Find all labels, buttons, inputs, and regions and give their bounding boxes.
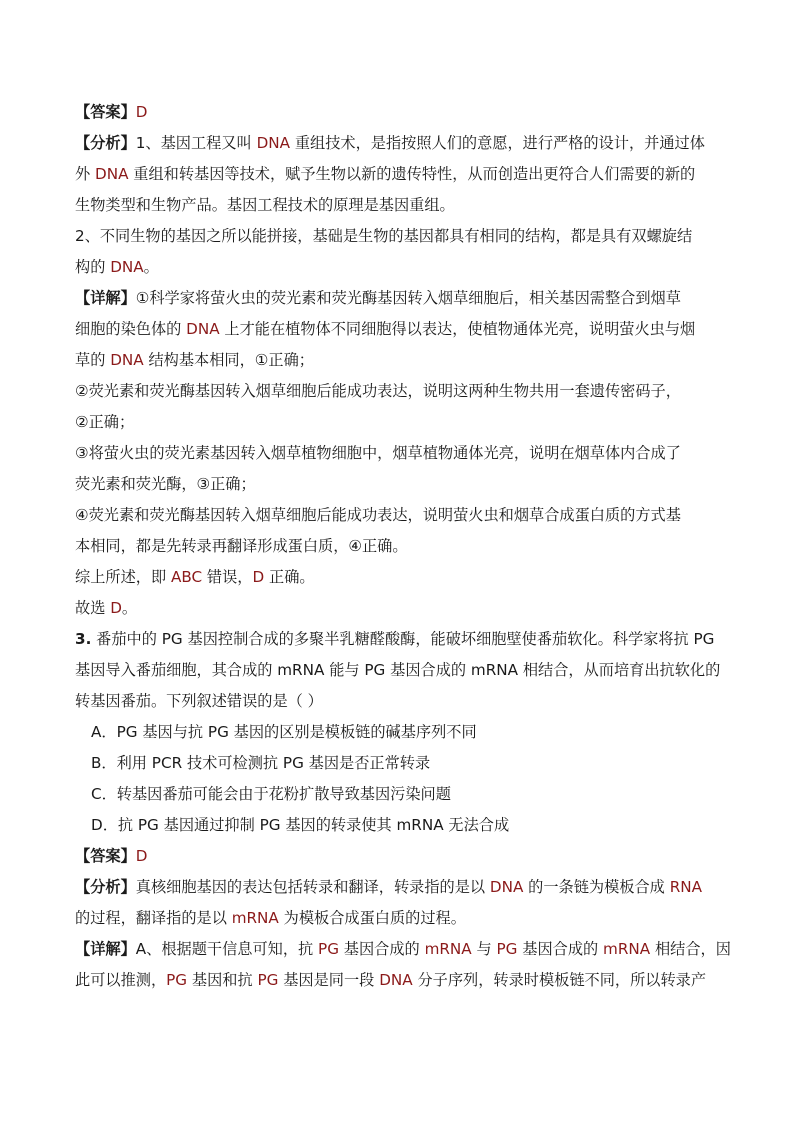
text-line	[75, 283, 734, 314]
highlight-term: RNA	[669, 878, 702, 896]
text-line	[75, 438, 734, 469]
section-tag: 【详解】	[75, 289, 136, 307]
section-tag: 【分析】	[75, 878, 136, 896]
highlight-term: DNA	[95, 165, 129, 183]
text-line	[75, 128, 734, 159]
text-line	[75, 97, 734, 128]
text-span: ②正确；	[75, 413, 135, 431]
text-span: 本相同，都是先转录再翻译形成蛋白质，④正确。	[75, 537, 408, 555]
text-line	[75, 562, 734, 593]
text-span: 此可以推测，	[75, 971, 167, 989]
text-line	[75, 841, 734, 872]
text-span: 3.	[75, 630, 92, 648]
text-span: 基因是同一段	[278, 971, 380, 989]
text-span: 为模板合成蛋白质的过程。	[278, 909, 466, 927]
text-span: 生物类型和生物产品。基因工程技术的原理是基因重组。	[75, 196, 455, 214]
text-span: 错误，	[202, 568, 253, 586]
text-line	[75, 407, 734, 438]
text-line	[75, 221, 734, 252]
highlight-term: DNA	[379, 971, 413, 989]
text-span: 荧光素和荧光酶，③正确；	[75, 475, 256, 493]
text-span: ①科学家将萤火虫的荧光素和荧光酶基因转入烟草细胞后，相关基因需整合到烟草	[135, 289, 681, 307]
text-span: 综上所述，即	[75, 568, 171, 586]
text-span: 真核细胞基因的表达包括转录和翻译，转录指的是以	[135, 878, 490, 896]
text-span: 故选	[75, 599, 111, 617]
highlight-term: DNA	[256, 134, 291, 152]
text-line	[75, 159, 734, 190]
text-span: 构的	[75, 258, 111, 276]
section-tag: 【分析】	[75, 134, 136, 152]
text-line	[75, 624, 734, 655]
text-line	[75, 314, 734, 345]
text-span: 与	[471, 940, 497, 958]
text-span: 外	[75, 165, 96, 183]
highlight-term: DNA	[110, 258, 144, 276]
text-span: 。	[121, 599, 138, 617]
text-span: 。	[143, 258, 159, 276]
text-span: 结构基本相同，①正确；	[143, 351, 314, 369]
highlight-term: D	[135, 847, 148, 865]
section-tag: 【答案】	[75, 847, 136, 865]
text-span: 基因合成的	[517, 940, 604, 958]
text-span: 番茄中的 PG 基因控制合成的多聚半乳糖醛酸酶，能破坏细胞壁使番茄软化。科学家将抗 PG	[91, 630, 715, 648]
text-span: D．抗 PG 基因通过抑制 PG 基因的转录使其 mRNA 无法合成	[91, 816, 510, 834]
text-span: 1、基因工程又叫	[135, 134, 257, 152]
section-tag: 【答案】	[75, 103, 136, 121]
highlight-term: mRNA	[231, 909, 279, 927]
text-span: ④荧光素和荧光酶基因转入烟草细胞后能成功表达，说明萤火虫和烟草合成蛋白质的方式基	[75, 506, 681, 524]
text-span: 的过程，翻译指的是以	[75, 909, 232, 927]
text-line	[75, 469, 734, 500]
text-line	[75, 872, 734, 903]
highlight-term: mRNA	[603, 940, 651, 958]
text-span: A、根据题干信息可知，抗	[135, 940, 319, 958]
highlight-term: D	[110, 599, 122, 617]
text-line	[75, 934, 734, 965]
text-span: 基因导入番茄细胞，其合成的 mRNA 能与 PG 基因合成的 mRNA 相结合，从而培育出抗软化的	[75, 661, 721, 679]
text-line	[75, 376, 734, 407]
highlight-term: DNA	[110, 351, 144, 369]
text-line	[75, 655, 734, 686]
option-line	[75, 810, 734, 841]
highlight-term: PG	[318, 940, 339, 958]
text-span: 基因和抗	[187, 971, 258, 989]
text-span: B．利用 PCR 技术可检测抗 PG 基因是否正常转录	[91, 754, 431, 772]
text-span: 相结合，因	[650, 940, 731, 958]
highlight-term: ABC	[170, 568, 203, 586]
highlight-term: DNA	[186, 320, 220, 338]
text-line	[75, 500, 734, 531]
text-span: A．PG 基因与抗 PG 基因的区别是模板链的碱基序列不同	[91, 723, 477, 741]
text-line	[75, 593, 734, 624]
section-tag: 【详解】	[75, 940, 136, 958]
text-line	[75, 345, 734, 376]
text-span: 2、不同生物的基因之所以能拼接，基础是生物的基因都具有相同的结构，都是具有双螺旋结	[75, 227, 693, 245]
option-line	[75, 779, 734, 810]
text-line	[75, 531, 734, 562]
text-span: 草的	[75, 351, 111, 369]
text-span: 重组和转基因等技术，赋予生物以新的遗传特性，从而创造出更符合人们需要的新的	[128, 165, 696, 183]
highlight-term: PG	[166, 971, 188, 989]
text-span: 重组技术，是指按照人们的意愿，进行严格的设计，并通过体	[290, 134, 705, 152]
text-span: C．转基因番茄可能会由于花粉扩散导致基因污染问题	[91, 785, 451, 803]
highlight-term: mRNA	[424, 940, 472, 958]
highlight-term: D	[135, 103, 148, 121]
text-span: ③将萤火虫的荧光素基因转入烟草植物细胞中，烟草植物通体光亮，说明在烟草体内合成了	[75, 444, 681, 462]
text-line	[75, 965, 734, 996]
text-span: 基因合成的	[338, 940, 425, 958]
option-line	[75, 717, 734, 748]
highlight-term: PG	[496, 940, 518, 958]
text-span: 的一条链为模板合成	[523, 878, 670, 896]
highlight-term: D	[252, 568, 265, 586]
text-line	[75, 903, 734, 934]
text-span: 转基因番茄。下列叙述错误的是（ ）	[75, 692, 323, 710]
text-span: 分子序列，转录时模板链不同，所以转录产	[412, 971, 707, 989]
highlight-term: PG	[257, 971, 279, 989]
text-line	[75, 190, 734, 221]
text-span: ②荧光素和荧光酶基因转入烟草细胞后能成功表达，说明这两种生物共用一套遗传密码子，	[75, 382, 681, 400]
option-line	[75, 748, 734, 779]
text-span: 上才能在植物体不同细胞得以表达，使植物通体光亮，说明萤火虫与烟	[219, 320, 696, 338]
text-line	[75, 252, 734, 283]
text-span: 细胞的染色体的	[75, 320, 187, 338]
text-line	[75, 686, 734, 717]
highlight-term: DNA	[489, 878, 524, 896]
text-span: 正确。	[264, 568, 315, 586]
